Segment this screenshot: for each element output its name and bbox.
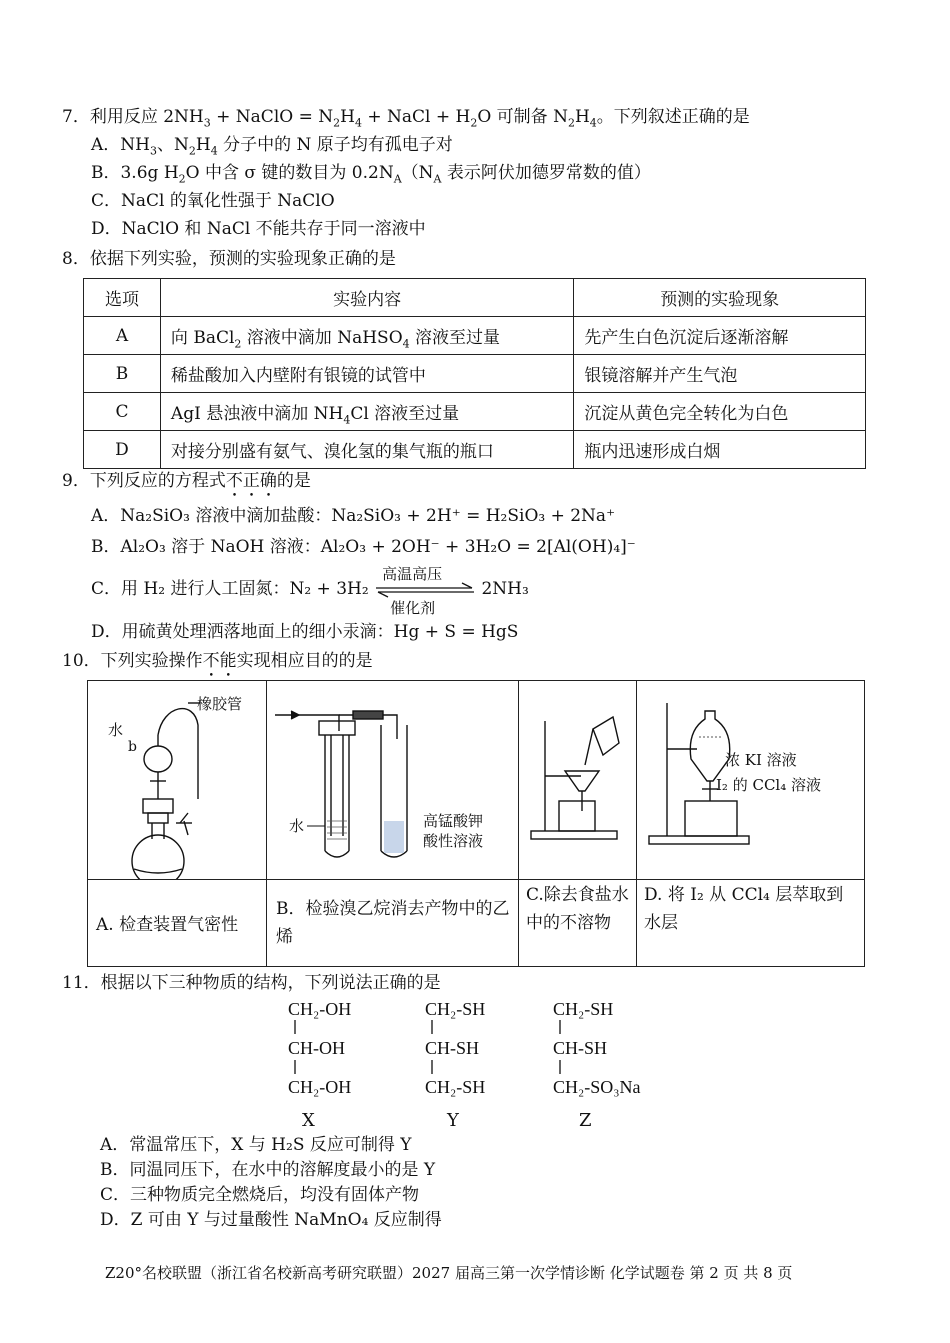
- row-option: D: [84, 431, 161, 469]
- q9-option-b: B．Al₂O₃ 溶于 NaOH 溶液：Al₂O₃ + 2OH⁻ + 3H₂O = 2[Al(OH)₄]⁻: [91, 537, 636, 557]
- header-option: 选项: [84, 279, 161, 317]
- q7-option-a: A．$NH_3$、$N_2H_4$ 分子中的 N 原子均有孤电子对: [91, 135, 453, 158]
- row-result: 银镜溶解并产生气泡: [574, 355, 866, 393]
- row-option: A: [84, 317, 161, 355]
- row-result: 沉淀从黄色完全转化为白色: [574, 393, 866, 431]
- q9-stem: 9．下列反应的方程式不正确的是: [62, 471, 311, 491]
- label-z: Z: [579, 1110, 592, 1131]
- svg-text:I₂ 的 CCl₄ 溶液: I₂ 的 CCl₄ 溶液: [716, 776, 822, 794]
- q11-option-c: C．三种物质完全燃烧后，均没有固体产物: [100, 1185, 420, 1205]
- q9-option-d: D．用硫黄处理洒落地面上的细小汞滴：Hg + S = HgS: [91, 622, 519, 642]
- q8-stem: 8．依据下列实验，预测的实验现象正确的是: [62, 249, 396, 269]
- svg-text:浓 KI 溶液: 浓 KI 溶液: [725, 751, 797, 769]
- caption-b: B．检验溴乙烷消去产物中的乙烯: [276, 899, 510, 947]
- header-result: 预测的实验现象: [574, 279, 866, 317]
- svg-text:酸性溶液: 酸性溶液: [423, 832, 484, 850]
- structure-x: CH₂-OH CH-OH CH₂-OH: [288, 999, 352, 1097]
- row-result: 瓶内迅速形成白烟: [574, 431, 866, 469]
- structure-z: CH₂-SH CH-SH CH₂-SO₃Na: [553, 999, 641, 1097]
- q11-stem: 11．根据以下三种物质的结构，下列说法正确的是: [62, 973, 441, 993]
- q7-option-c: C．NaCl 的氧化性强于 NaClO: [91, 191, 335, 211]
- svg-text:水: 水: [108, 721, 124, 739]
- label-x: X: [302, 1110, 315, 1131]
- reversible-arrow: 高温高压 催化剂: [374, 579, 476, 601]
- row-content: 稀盐酸加入内壁附有银镜的试管中: [160, 355, 573, 393]
- svg-text:水: 水: [289, 817, 305, 835]
- row-content: 向 BaCl$_2$ 溶液中滴加 NaHSO$_4$ 溶液至过量: [160, 317, 573, 355]
- q10-stem: 10．下列实验操作不能实现相应目的的是: [62, 651, 373, 671]
- header-content: 实验内容: [160, 279, 573, 317]
- q11-option-b: B．同温同压下，在水中的溶解度最小的是 Y: [100, 1160, 436, 1180]
- q11-option-d: D．Z 可由 Y 与过量酸性 NaMnO₄ 反应制得: [100, 1210, 442, 1230]
- page-footer: Z20°名校联盟（浙江省名校新高考研究联盟）2027 届高三第一次学情诊断 化学试题卷 第 2 页 共 8 页: [105, 1264, 793, 1282]
- q9-option-c: C．用 H₂ 进行人工固氮：N₂ + 3H₂ 高温高压 催化剂 2NH₃: [91, 564, 529, 617]
- label-y: Y: [447, 1110, 459, 1131]
- row-option: B: [84, 355, 161, 393]
- caption-d: D. 将 I₂ 从 CCl₄ 层萃取到水层: [644, 885, 844, 933]
- row-content: 对接分别盛有氨气、溴化氢的集气瓶的瓶口: [160, 431, 573, 469]
- svg-text:高锰酸钾: 高锰酸钾: [423, 812, 484, 830]
- svg-text:b: b: [128, 739, 137, 755]
- q7-option-b: B．3.6g $H_2O$ 中含 σ 键的数目为 $0.2N_A(N_A$ 表示阿伏加德罗常数的值）: [91, 163, 651, 186]
- q7-option-d: D．NaClO 和 NaCl 不能共存于同一溶液中: [91, 219, 426, 239]
- caption-c: C.除去食盐水中的不溶物: [526, 885, 629, 933]
- row-content: AgI 悬浊液中滴加 $NH_4Cl$ 溶液至过量: [160, 393, 573, 431]
- structure-y: CH₂-SH CH-SH CH₂-SH: [425, 999, 486, 1097]
- row-option: C: [84, 393, 161, 431]
- caption-a: A. 检查装置气密性: [96, 915, 239, 935]
- svg-text:橡胶管: 橡胶管: [197, 695, 243, 713]
- q7-stem: 7．利用反应 $2NH_3$ + NaClO = $N_2H_4$ + NaCl + $H_2O$ 可制备 $N_2H_4$。下列叙述正确的是: [62, 107, 750, 130]
- row-result: 先产生白色沉淀后逐渐溶解: [574, 317, 866, 355]
- q11-option-a: A．常温常压下，X 与 H₂S 反应可制得 Y: [100, 1135, 412, 1155]
- q9-option-a: A．Na₂SiO₃ 溶液中滴加盐酸：Na₂SiO₃ + 2H⁺ = H₂SiO₃ + 2Na⁺: [91, 506, 616, 526]
